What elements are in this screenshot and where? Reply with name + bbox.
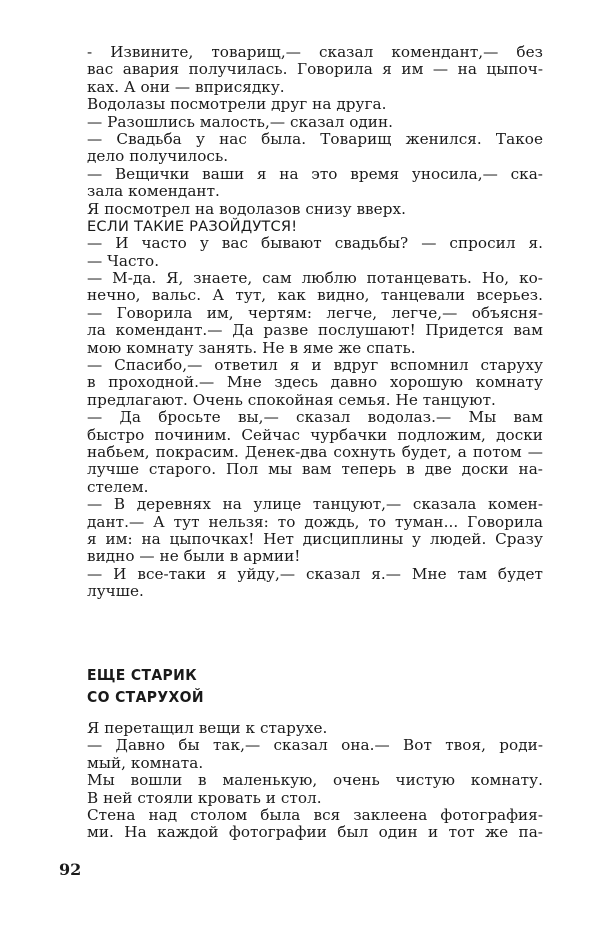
text-line: лучше старого. Пол мы вам теперь в две доски на-: [87, 460, 543, 479]
text-line: — Да бросьте вы,— сказал водолаз.— Мы вам: [87, 408, 543, 427]
text-line: — И часто у вас бывают свадьбы? — спросил я.: [87, 234, 543, 253]
text-line: Я перетащил вещи к старухе.: [87, 719, 328, 737]
text-line: дант.— А тут нельзя: то дождь, то туман... Говорила: [87, 512, 543, 531]
text-line: Мы вошли в маленькую, очень чистую комнату.: [87, 771, 543, 790]
chapter-text: [87, 720, 543, 842]
text-line: ЕСЛИ ТАКИЕ РАЗОЙДУТСЯ!: [87, 217, 298, 235]
text-line: я им: на цыпочках! Нет дисциплины у людей. Сразу: [87, 529, 543, 548]
text-line: Я посмотрел на водолазов снизу вверх.: [87, 199, 406, 218]
text-line: — Вещички ваши я на это время уносила,— ска-: [87, 164, 543, 183]
text-line: быстро починим. Сейчас чурбачки подложим, доски: [87, 425, 543, 444]
text-line: вас авария получилась. Говорила я им — на цыпоч-: [87, 60, 543, 79]
text-line: — Спасибо,— ответил я и вдруг вспомнил старуху: [87, 356, 543, 375]
text-line: мый, комната.: [87, 753, 204, 772]
text-line: предлагают. Очень спокойная семья. Не танцуют.: [87, 390, 496, 409]
page-number: 92: [59, 860, 82, 879]
text-line: Стена над столом была вся заклеена фотография-: [87, 805, 543, 824]
text-line: в проходной.— Мне здесь давно хорошую комнату: [87, 373, 543, 392]
text-line: — Говорила им, чертям: легче, легче,— объясня-: [87, 303, 543, 322]
text-line: — И все-таки я уйду,— сказал я.— Мне там будет: [87, 564, 543, 583]
text-line: — М-да. Я, знаете, сам люблю потанцевать. Но, ко-: [87, 269, 543, 288]
chapter-heading-line-2: СО СТАРУХОЙ: [87, 688, 204, 706]
chapter-heading: [87, 664, 204, 708]
text-line: нечно, вальс. А тут, как видно, танцевали всерьез.: [87, 286, 543, 305]
chapter-heading-line-1: ЕЩЕ СТАРИК: [87, 666, 197, 684]
text-line: стелем.: [87, 477, 149, 496]
text-line: набьем, покрасим. Денек-два сохнуть будет, а потом —: [87, 442, 543, 461]
text-line: — Давно бы так,— сказал она.— Вот твоя, роди-: [87, 736, 543, 755]
text-line: мою комнату занять. Не в яме же спать.: [87, 338, 416, 357]
text-line: лучше.: [87, 582, 144, 601]
text-line: - Извините, товарищ,— сказал комендант,— без: [87, 43, 543, 61]
text-line: — Разошлись малость,— сказал один.: [87, 112, 394, 131]
text-line: видно — не были в армии!: [87, 547, 301, 566]
text-line: ми. На каждой фотографии был один и тот же па-: [87, 823, 543, 842]
text-line: ла комендант.— Да разве послушают! Придется вам: [87, 321, 543, 340]
main-text: [87, 44, 543, 601]
text-line: дело получилось.: [87, 147, 229, 166]
text-line: ках. А они — вприсядку.: [87, 77, 285, 96]
text-line: Водолазы посмотрели друг на друга.: [87, 95, 387, 114]
text-line: В ней стояли кровать и стол.: [87, 788, 322, 807]
text-line: — Часто.: [87, 251, 160, 270]
text-line: — В деревнях на улице танцуют,— сказала комен-: [87, 495, 543, 514]
text-line: — Свадьба у нас была. Товарищ женился. Такое: [87, 129, 543, 148]
text-line: зала комендант.: [87, 182, 220, 201]
